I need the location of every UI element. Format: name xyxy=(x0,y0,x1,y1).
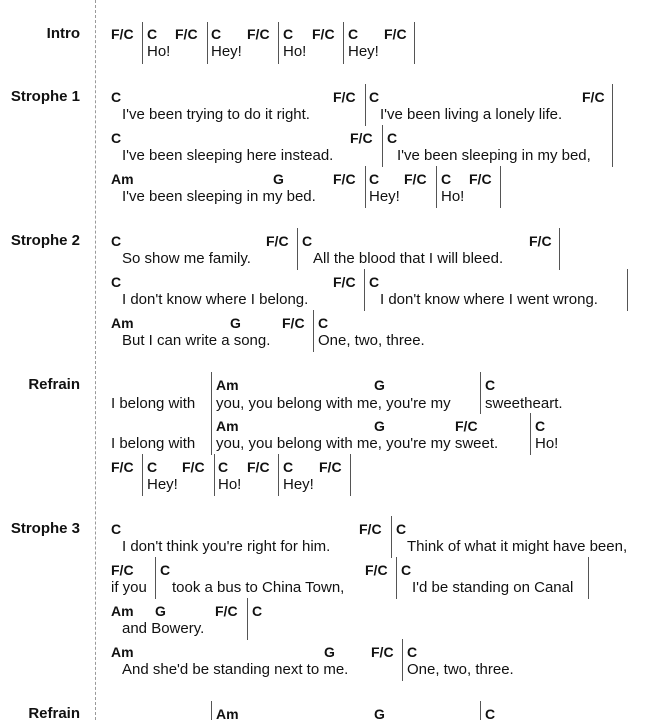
bar-line xyxy=(247,598,248,640)
chord: C xyxy=(111,521,122,537)
chord: F/C xyxy=(182,459,205,475)
chord: C xyxy=(441,171,452,187)
chord: F/C xyxy=(455,418,478,434)
section-divider-line xyxy=(95,0,96,720)
bar-line xyxy=(396,557,397,599)
chord: G xyxy=(374,377,385,393)
chord: C xyxy=(218,459,229,475)
chord: G xyxy=(273,171,284,187)
section-label-strophe-3: Strophe 3 xyxy=(10,520,80,537)
chord: F/C xyxy=(215,603,238,619)
bar-line xyxy=(500,166,501,208)
lyric: you, you belong with me, you're my xyxy=(216,395,451,412)
chord: C xyxy=(369,89,380,105)
chord: C xyxy=(396,521,407,537)
chord: G xyxy=(155,603,166,619)
bar-line xyxy=(142,454,143,496)
chord: C xyxy=(283,26,294,42)
lyric: I'd be standing on Canal xyxy=(412,579,574,596)
chord: F/C xyxy=(359,521,382,537)
chord: F/C xyxy=(319,459,342,475)
chord: F/C xyxy=(582,89,605,105)
chord: G xyxy=(324,644,335,660)
lyric: I don't know where I went wrong. xyxy=(380,291,598,308)
lyric: And she'd be standing next to me. xyxy=(122,661,349,678)
chord: F/C xyxy=(333,89,356,105)
lyric: But I can write a song. xyxy=(122,332,271,349)
chord: C xyxy=(160,562,171,578)
chord: F/C xyxy=(350,130,373,146)
chord: C xyxy=(318,315,329,331)
lyric: sweetheart. xyxy=(485,395,563,412)
chord: F/C xyxy=(371,644,394,660)
chord: F/C xyxy=(333,274,356,290)
chord: C xyxy=(147,459,158,475)
bar-line xyxy=(612,125,613,167)
chord: C xyxy=(111,274,122,290)
lyric: One, two, three. xyxy=(407,661,514,678)
bar-line xyxy=(365,84,366,126)
lyric: I belong with xyxy=(111,395,196,412)
chord: C xyxy=(147,26,158,42)
chord: F/C xyxy=(333,171,356,187)
bar-line xyxy=(313,310,314,352)
section-label-intro: Intro xyxy=(46,25,80,42)
bar-line xyxy=(365,166,366,208)
chord: C xyxy=(111,89,122,105)
bar-line xyxy=(155,557,156,599)
lyric: Ho! xyxy=(535,435,559,452)
chord: F/C xyxy=(266,233,289,249)
lyric: I've been sleeping here instead. xyxy=(122,147,334,164)
lyric: Ho! xyxy=(218,476,242,493)
chord: C xyxy=(485,706,496,722)
chord: G xyxy=(374,706,385,722)
chord: Am xyxy=(111,171,134,187)
bar-line xyxy=(278,454,279,496)
chord: C xyxy=(111,233,122,249)
chord: F/C xyxy=(175,26,198,42)
lyric: Ho! xyxy=(441,188,465,205)
section-label-strophe-1: Strophe 1 xyxy=(10,88,80,105)
bar-line xyxy=(211,701,212,720)
chord: G xyxy=(374,418,385,434)
lyric: One, two, three. xyxy=(318,332,425,349)
lyric: Hey! xyxy=(147,476,178,493)
chord: Am xyxy=(216,418,239,434)
bar-line xyxy=(588,557,589,599)
lyric: if you xyxy=(111,579,147,596)
bar-line xyxy=(207,22,208,64)
lyric: and Bowery. xyxy=(122,620,205,637)
bar-line xyxy=(382,125,383,167)
lyric: All the blood that I will bleed. xyxy=(313,250,504,267)
chord: Am xyxy=(111,644,134,660)
lyric: I've been trying to do it right. xyxy=(122,106,310,123)
chord: Am xyxy=(111,603,134,619)
chord: C xyxy=(485,377,496,393)
lyric: I belong with xyxy=(111,435,196,452)
bar-line xyxy=(414,22,415,64)
bar-line xyxy=(436,166,437,208)
bar-line xyxy=(402,639,403,681)
chord: F/C xyxy=(365,562,388,578)
chord: G xyxy=(230,315,241,331)
lyric: So show me family. xyxy=(122,250,251,267)
lyric: Think of what it might have been, xyxy=(407,538,628,555)
chord: C xyxy=(535,418,546,434)
bar-line xyxy=(480,701,481,720)
chord: F/C xyxy=(111,562,134,578)
section-label-refrain: Refrain xyxy=(28,376,80,393)
bar-line xyxy=(480,372,481,414)
lyric: took a bus to China Town, xyxy=(172,579,345,596)
bar-line xyxy=(364,269,365,311)
chord: C xyxy=(302,233,313,249)
section-label-refrain: Refrain xyxy=(28,705,80,722)
chord: F/C xyxy=(384,26,407,42)
bar-line xyxy=(142,22,143,64)
bar-line xyxy=(278,22,279,64)
chord: C xyxy=(387,130,398,146)
chord: C xyxy=(369,171,380,187)
lyric: Ho! xyxy=(147,43,171,60)
chord: C xyxy=(252,603,263,619)
bar-line xyxy=(297,228,298,270)
chord: F/C xyxy=(529,233,552,249)
lyric: you, you belong with me, you're my sweet. xyxy=(216,435,499,452)
chord: C xyxy=(348,26,359,42)
lyric: Hey! xyxy=(348,43,379,60)
chord: C xyxy=(211,26,222,42)
chord: Am xyxy=(216,377,239,393)
chord: F/C xyxy=(312,26,335,42)
bar-line xyxy=(391,516,392,558)
lyric: Hey! xyxy=(369,188,400,205)
bar-line xyxy=(211,372,212,414)
bar-line xyxy=(627,269,628,311)
bar-line xyxy=(612,84,613,126)
chord: C xyxy=(111,130,122,146)
chord: F/C xyxy=(111,26,134,42)
lyric: Hey! xyxy=(211,43,242,60)
chord: C xyxy=(369,274,380,290)
chord: C xyxy=(407,644,418,660)
chord: C xyxy=(283,459,294,475)
chord: F/C xyxy=(111,459,134,475)
lyric: I've been living a lonely life. xyxy=(380,106,563,123)
chord: F/C xyxy=(282,315,305,331)
chord: F/C xyxy=(404,171,427,187)
bar-line xyxy=(530,413,531,455)
chord: F/C xyxy=(247,459,270,475)
bar-line xyxy=(343,22,344,64)
chord: C xyxy=(401,562,412,578)
chord: F/C xyxy=(469,171,492,187)
chord: Am xyxy=(216,706,239,722)
bar-line xyxy=(211,413,212,455)
bar-line xyxy=(559,228,560,270)
lyric: I've been sleeping in my bed. xyxy=(122,188,316,205)
section-label-strophe-2: Strophe 2 xyxy=(10,232,80,249)
lyric: I've been sleeping in my bed, xyxy=(397,147,591,164)
lyric: Hey! xyxy=(283,476,314,493)
chord: Am xyxy=(111,315,134,331)
lyric: I don't think you're right for him. xyxy=(122,538,331,555)
bar-line xyxy=(214,454,215,496)
chord: F/C xyxy=(247,26,270,42)
lyric: Ho! xyxy=(283,43,307,60)
bar-line xyxy=(350,454,351,496)
lyric: I don't know where I belong. xyxy=(122,291,309,308)
